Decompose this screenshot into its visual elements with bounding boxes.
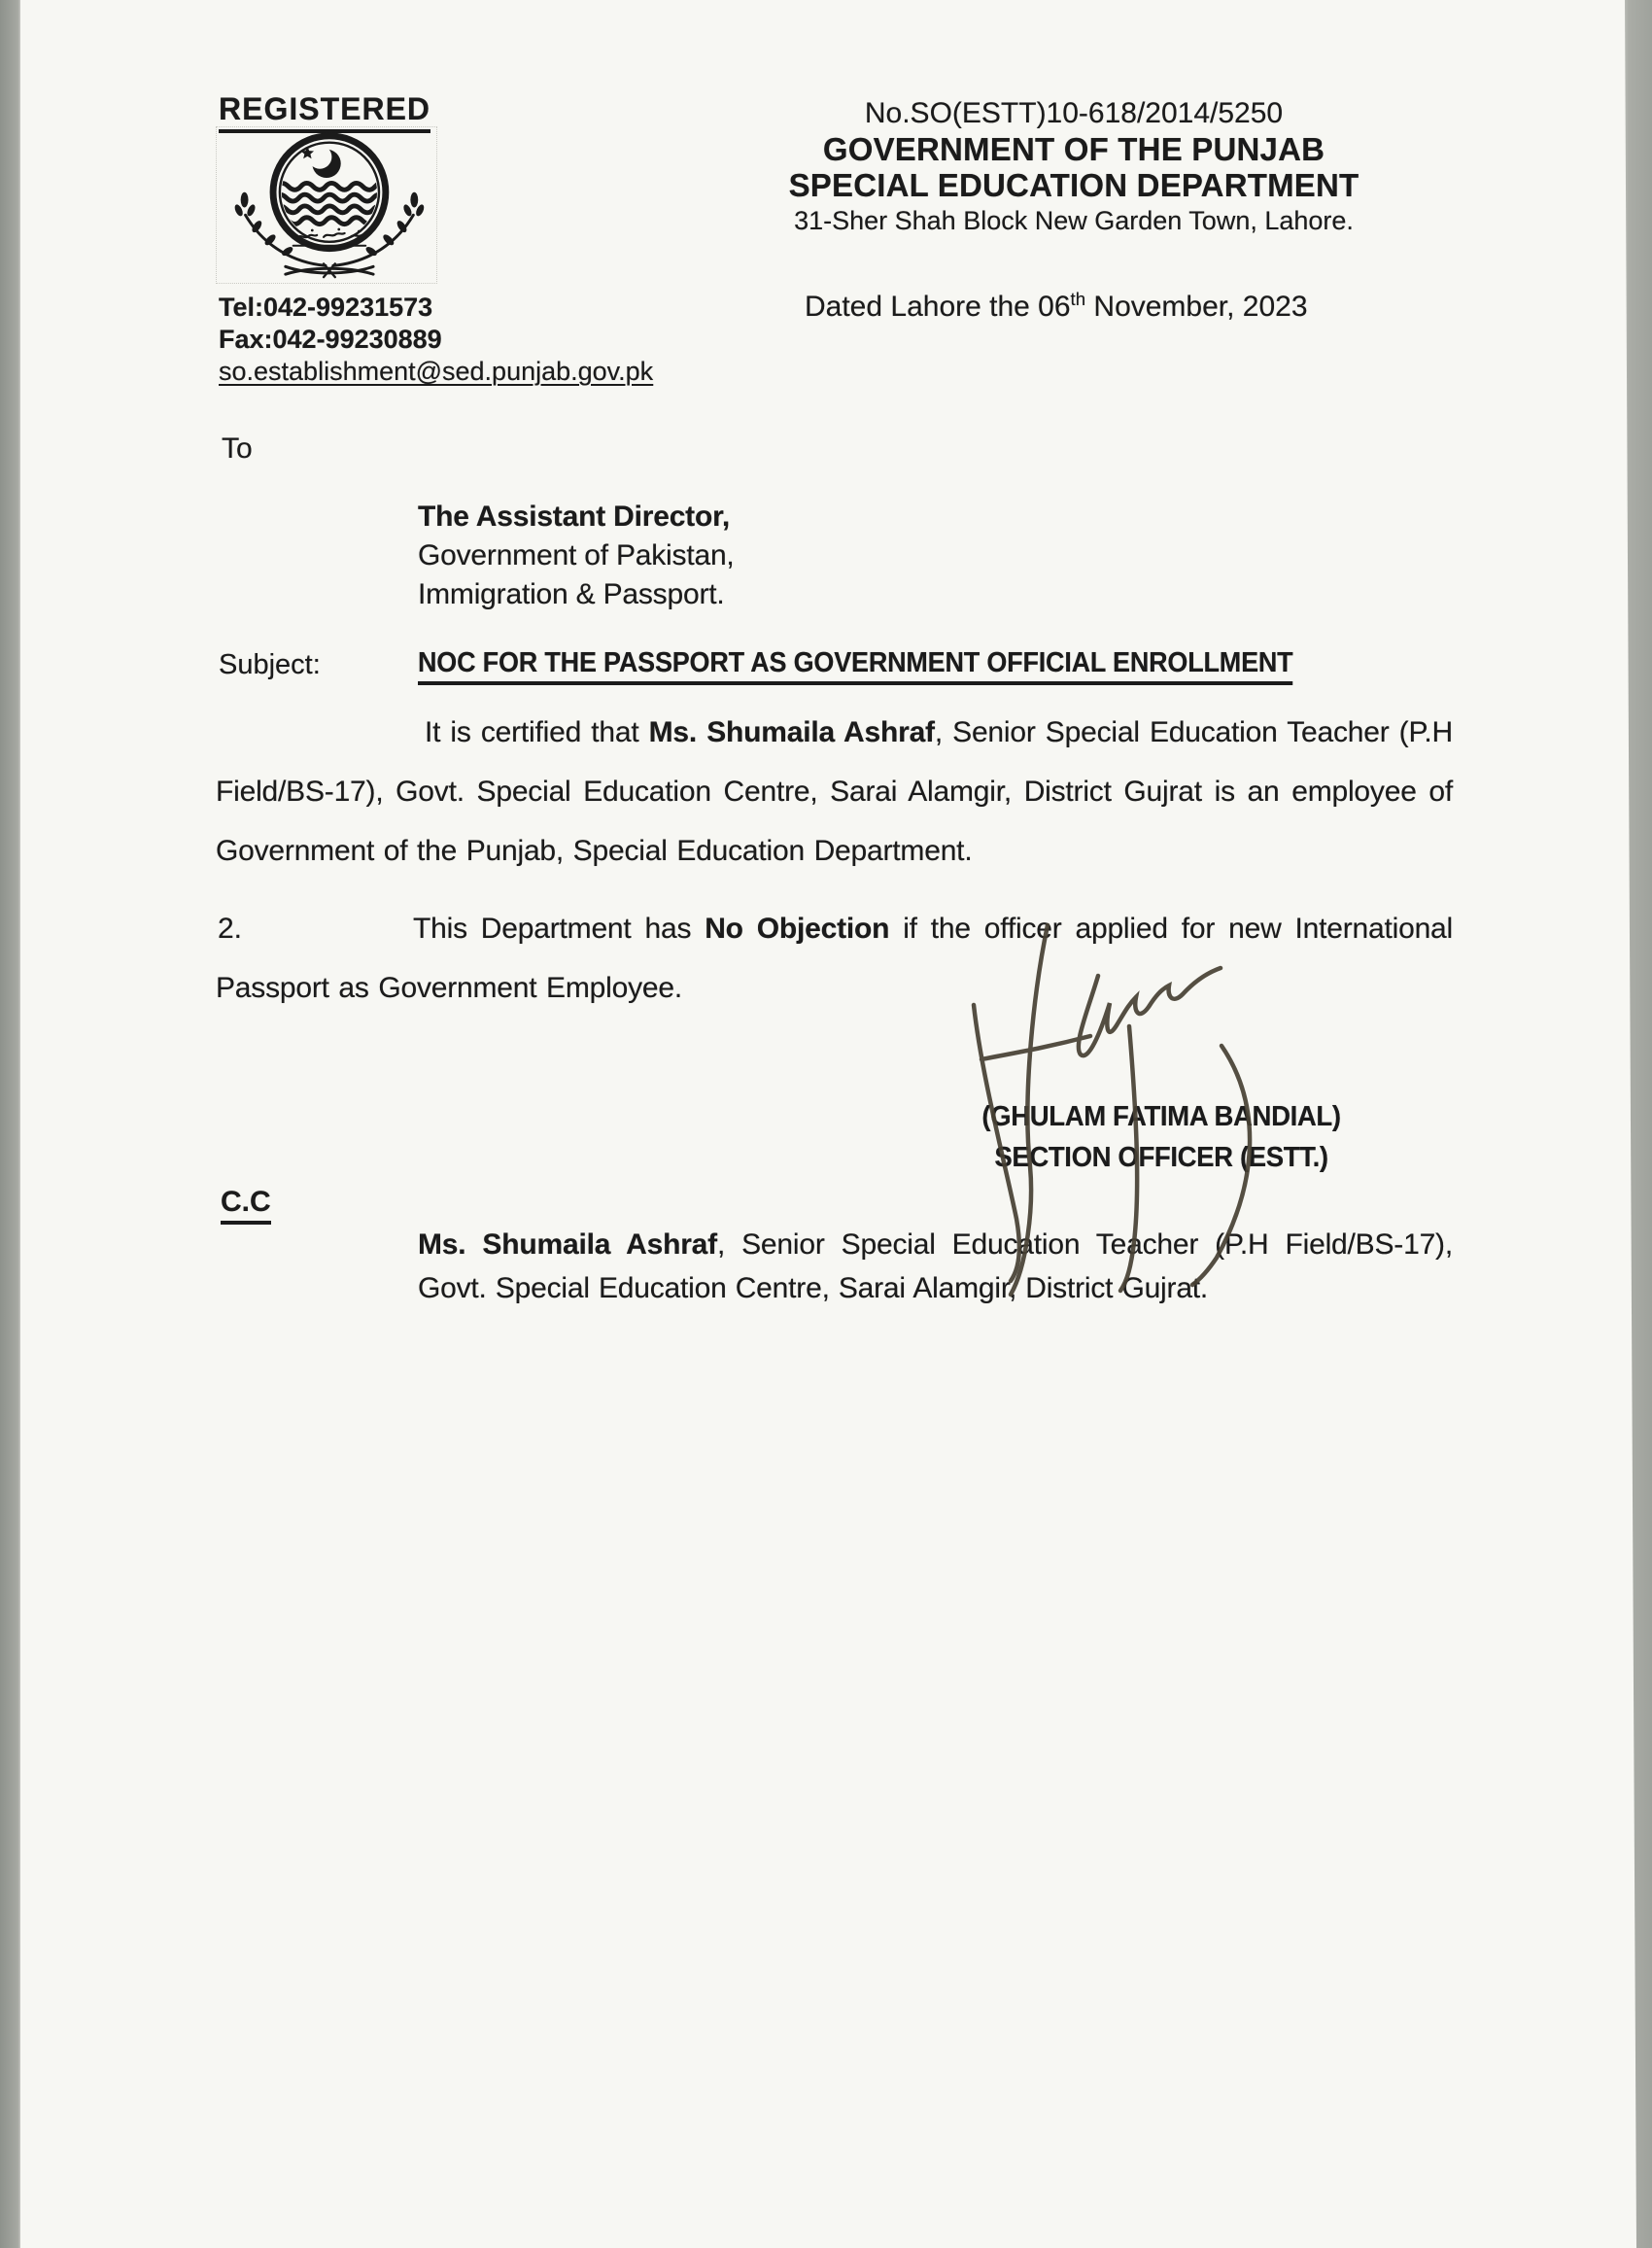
addressee-block: [418, 498, 735, 614]
para2-rest: if the officer applied for new International Passport as Government Employee.: [216, 913, 1454, 1004]
emblem-svg: [217, 127, 436, 283]
date-line: [805, 291, 1308, 324]
para2-number: 2.: [218, 913, 243, 945]
scanner-edge-right: [1619, 0, 1652, 2248]
addressee-dept: Immigration & Passport.: [418, 578, 725, 610]
subject-label: Subject:: [219, 649, 321, 680]
cc-recipient-rest: , Senior Special Education Teacher (P.H Field/BS-17), Govt. Special Education Centre, Sarai Alamgir, District Gujrat.: [418, 1228, 1453, 1304]
to-label: To: [222, 432, 253, 465]
scanner-edge-left: [0, 0, 20, 2248]
reference-number: No.SO(ESTT)10-618/2014/5250: [864, 97, 1284, 129]
handwritten-signature: [923, 912, 1409, 1312]
email-address: so.establishment@sed.punjab.gov.pk: [219, 357, 654, 386]
para2-no-objection: No Objection: [705, 913, 890, 945]
signatory-title: SECTION OFFICER (ESTT.): [994, 1142, 1328, 1173]
letterhead: [739, 95, 1409, 236]
date-suffix: November, 2023: [1085, 291, 1308, 323]
fax-number: Fax:042-99230889: [219, 325, 442, 354]
para1-employee-name: Ms. Shumaila Ashraf: [648, 716, 935, 748]
date-ordinal-suffix: th: [1070, 289, 1086, 309]
subject-title-text: NOC FOR THE PASSPORT AS GOVERNMENT OFFICIAL ENROLLMENT: [418, 647, 1292, 685]
registered-label: REGISTERED: [219, 91, 430, 133]
telephone-number: Tel:042-99231573: [219, 293, 433, 322]
cc-label: C.C: [221, 1186, 271, 1225]
punjab-government-emblem-icon: [216, 126, 437, 284]
body-paragraph-1: [216, 703, 1453, 881]
para2-lead: This Department has: [413, 913, 706, 945]
contact-block: [219, 292, 653, 388]
addressee-title: The Assistant Director,: [418, 501, 731, 533]
org-name-line1: GOVERNMENT OF THE PUNJAB: [822, 131, 1325, 167]
org-address: 31-Sher Shah Block New Garden Town, Lahore.: [794, 206, 1354, 235]
cc-recipient-name: Ms. Shumaila Ashraf: [418, 1228, 717, 1261]
date-prefix: Dated Lahore the 06: [805, 291, 1071, 323]
addressee-org: Government of Pakistan,: [418, 539, 735, 571]
signatory-name: (GHULAM FATIMA BANDIAL): [981, 1101, 1341, 1132]
org-name-line2: SPECIAL EDUCATION DEPARTMENT: [788, 167, 1359, 203]
para1-lead: It is certified that: [425, 716, 649, 748]
subject-title: [418, 647, 1322, 679]
para1-rest: , Senior Special Education Teacher (P.H Field/BS-17), Govt. Special Education Centre, Sarai Alamgir, District Gujrat is an employee of Government of the Punjab, Special Education Department.: [216, 716, 1454, 867]
